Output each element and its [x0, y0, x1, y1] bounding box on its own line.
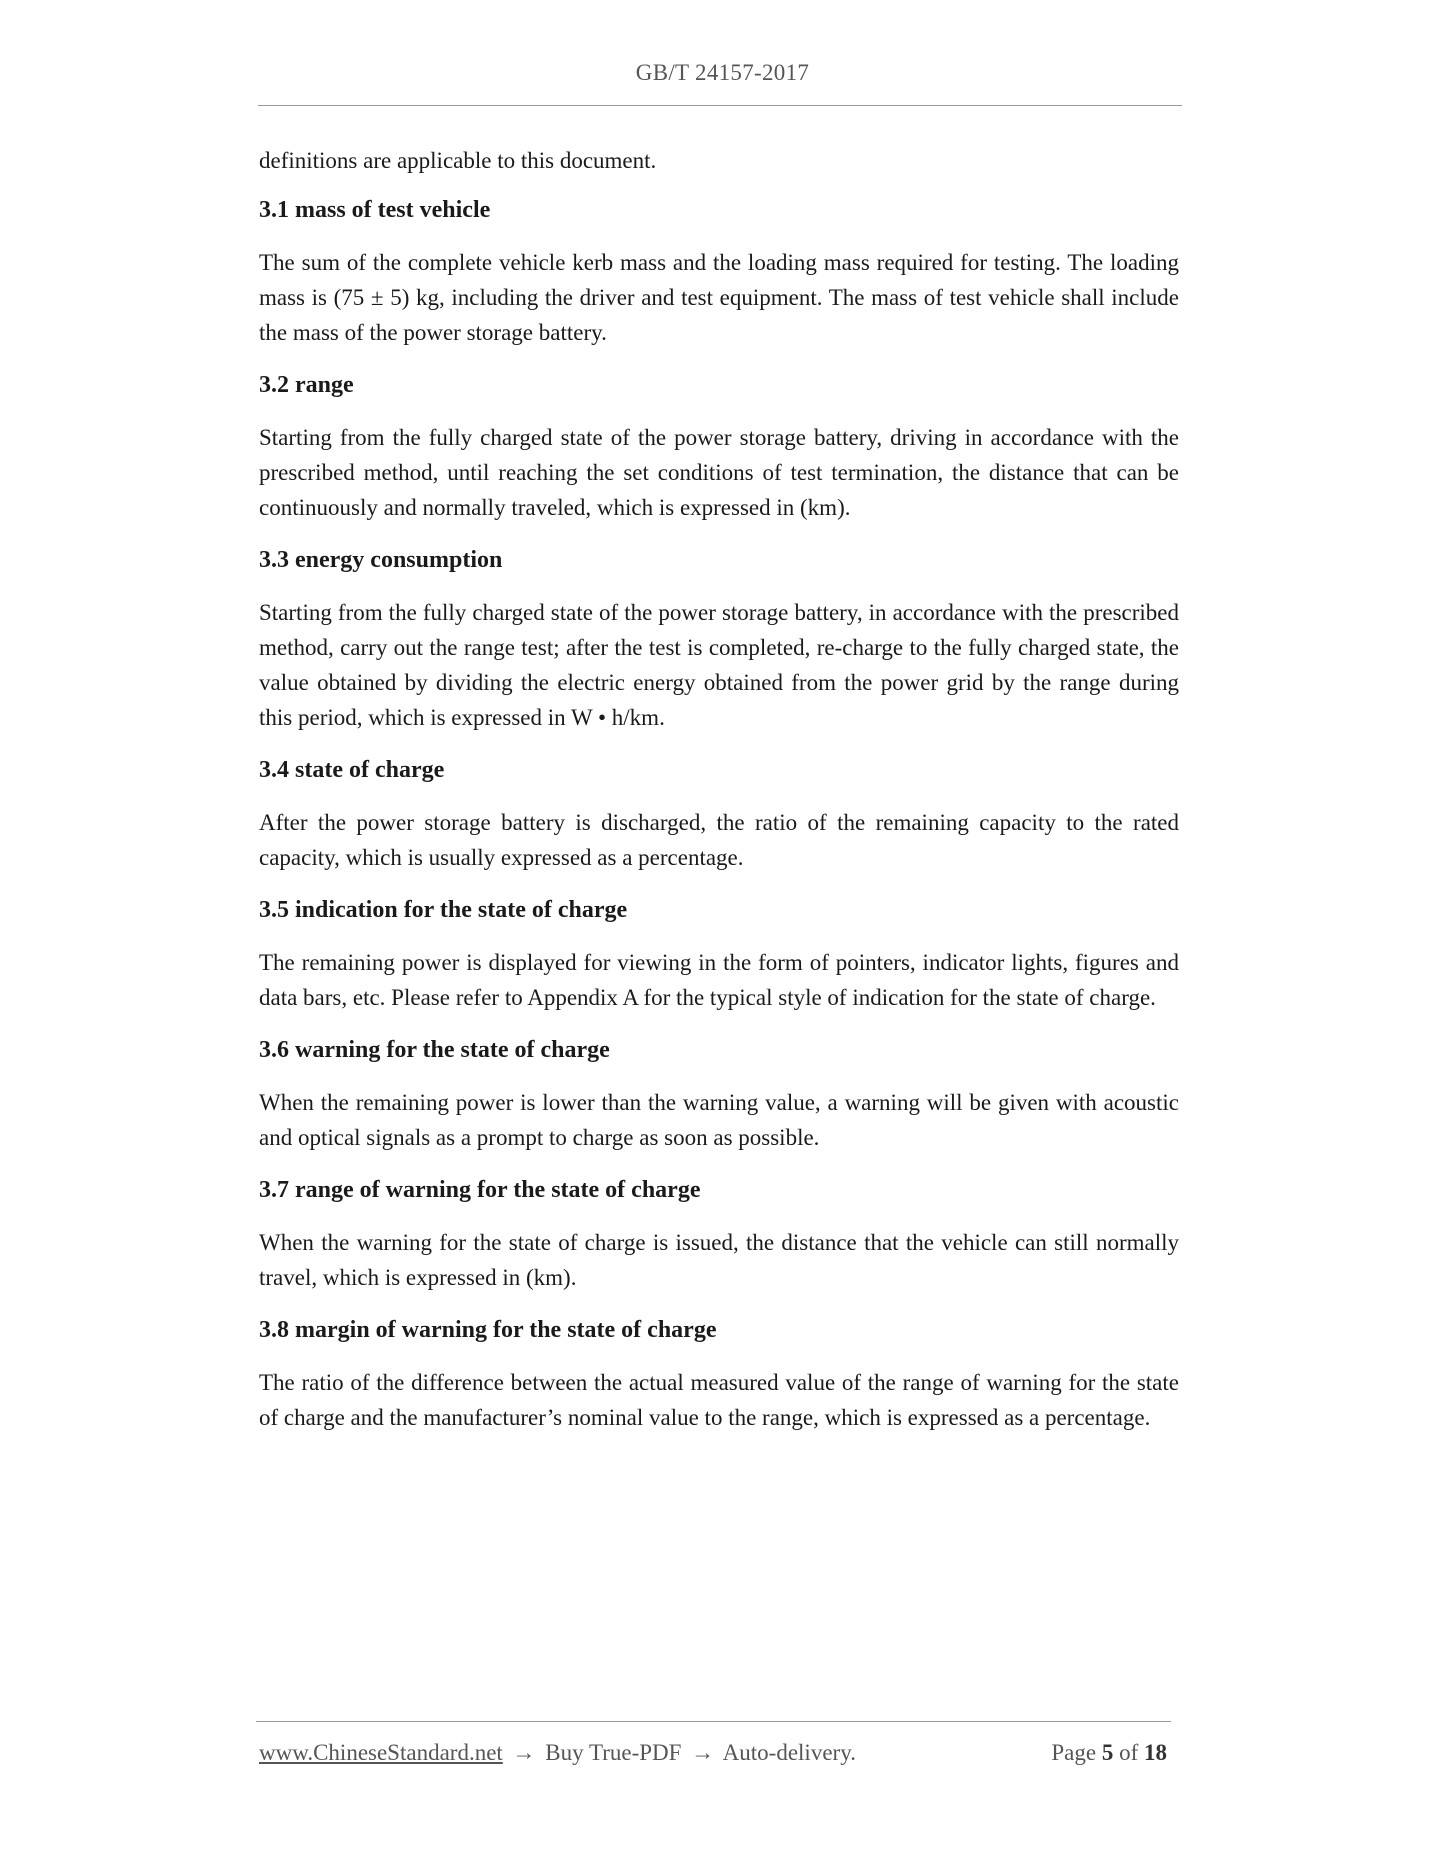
- intro-text: definitions are applicable to this document.: [259, 148, 657, 173]
- document-header-title: GB/T 24157-2017: [635, 60, 810, 85]
- section-heading: 3.3 energy consumption: [259, 547, 503, 573]
- section-3-4: [259, 755, 1179, 875]
- current-page-number: 5: [1101, 1740, 1114, 1765]
- section-3-3: [259, 545, 1179, 735]
- page-indicator: [1051, 1740, 1167, 1766]
- section-body: When the warning for the state of charge is issued, the distance that the vehicle can still normally travel, which is expressed in (km).: [259, 1230, 1179, 1290]
- section-heading: 3.4 state of charge: [259, 757, 445, 783]
- section-body: When the remaining power is lower than the warning value, a warning will be given with acoustic and optical signals as a prompt to charge as soon as possible.: [259, 1090, 1179, 1150]
- section-heading: 3.6 warning for the state of charge: [259, 1037, 610, 1063]
- auto-delivery-text: Auto-delivery.: [722, 1740, 856, 1765]
- section-3-8: [259, 1315, 1179, 1435]
- section-body: After the power storage battery is discharged, the ratio of the remaining capacity to the rated capacity, which is usually expressed as a percentage.: [259, 810, 1179, 870]
- section-heading: 3.5 indication for the state of charge: [259, 897, 628, 923]
- section-body: Starting from the fully charged state of the power storage battery, driving in accordance with the prescribed method, until reaching the set conditions of test termination, the distance that can be continuously and normally traveled, which is expressed in (km).: [259, 425, 1179, 520]
- footer-promo: [259, 1740, 856, 1766]
- section-3-5: [259, 895, 1179, 1015]
- arrow-right-icon: →: [512, 1740, 536, 1765]
- section-body: The ratio of the difference between the actual measured value of the range of warning for the state of charge and the manufacturer’s nominal value to the range, which is expressed as a percentage.: [259, 1370, 1179, 1430]
- section-3-6: [259, 1035, 1179, 1155]
- footer-divider: [256, 1721, 1171, 1722]
- buy-pdf-text: Buy True-PDF: [545, 1740, 682, 1765]
- page-of-label: of: [1119, 1740, 1139, 1765]
- section-3-2: [259, 370, 1179, 525]
- section-body: The sum of the complete vehicle kerb mass and the loading mass required for testing. The loading mass is (75 ± 5) kg, including the driver and test equipment. The mass of test vehicle shall include the mass of the power storage battery.: [259, 250, 1179, 345]
- section-heading: 3.7 range of warning for the state of charge: [259, 1177, 701, 1203]
- section-body: The remaining power is displayed for viewing in the form of pointers, indicator lights, figures and data bars, etc. Please refer to Appendix A for the typical style of indication for the state of charge.: [259, 950, 1179, 1010]
- section-heading: 3.2 range: [259, 372, 354, 398]
- header-divider: [258, 105, 1182, 106]
- website-link[interactable]: www.ChineseStandard.net: [259, 1740, 503, 1765]
- page-label: Page: [1051, 1740, 1097, 1765]
- section-body: Starting from the fully charged state of the power storage battery, in accordance with the prescribed method, carry out the range test; after the test is completed, re-charge to the fully charged state, the value obtained by dividing the electric energy obtained from the power grid by the range during this period, which is expressed in W • h/km.: [259, 600, 1179, 730]
- section-heading: 3.1 mass of test vehicle: [259, 197, 491, 223]
- total-pages-number: 18: [1144, 1740, 1167, 1765]
- arrow-right-icon: →: [691, 1740, 715, 1765]
- section-heading: 3.8 margin of warning for the state of charge: [259, 1317, 717, 1343]
- section-3-1: [259, 195, 1179, 350]
- section-3-7: [259, 1175, 1179, 1295]
- document-body: [259, 143, 1179, 1455]
